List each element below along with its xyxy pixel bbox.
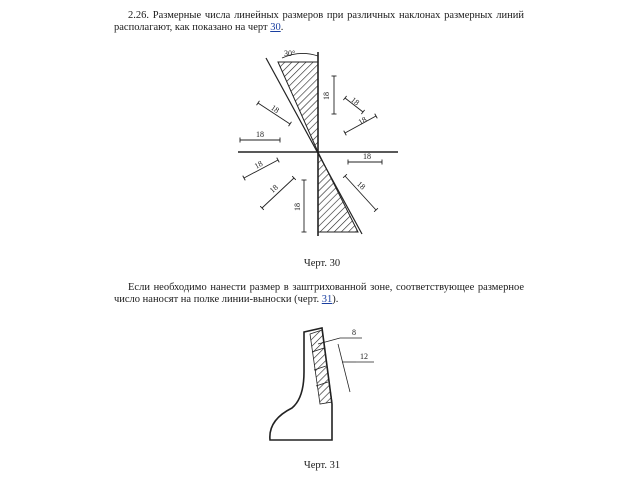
paragraph-tail: . (280, 22, 284, 33)
paragraph-text: 2.26. Размерные числа линейных размеров при различных наклонах размерных линий располагают, как показано на черт (114, 10, 524, 33)
dimension-number: 18 (256, 130, 264, 139)
caption-drawing-31: Черт. 31 (303, 460, 341, 471)
dimension-number: 18 (293, 203, 302, 211)
dimension-number: 18 (267, 182, 280, 195)
dimension-number: 18 (252, 159, 265, 171)
dimension-number: 18 (269, 103, 281, 116)
link-drawing-31[interactable]: 31 (321, 294, 333, 305)
paragraph-tail: ). (332, 294, 339, 305)
angle-label: 30° (284, 49, 296, 58)
dimension-number: 18 (349, 95, 362, 108)
label-12: 12 (360, 352, 368, 361)
link-drawing-30[interactable]: 30 (270, 22, 281, 33)
dimension-number: 18 (356, 114, 369, 127)
dimension-line-12 (338, 344, 350, 392)
caption-drawing-30: Черт. 30 (303, 258, 341, 269)
paragraph-text: Если необходимо нанести размер в заштрихованной зоне, соответствующее размерное число наносят на полке линии-выноски (черт. (114, 282, 524, 305)
dimension-number: 18 (355, 179, 368, 192)
label-8: 8 (352, 328, 356, 337)
dimension-number: 18 (322, 92, 331, 100)
dimension-number: 18 (363, 152, 371, 161)
